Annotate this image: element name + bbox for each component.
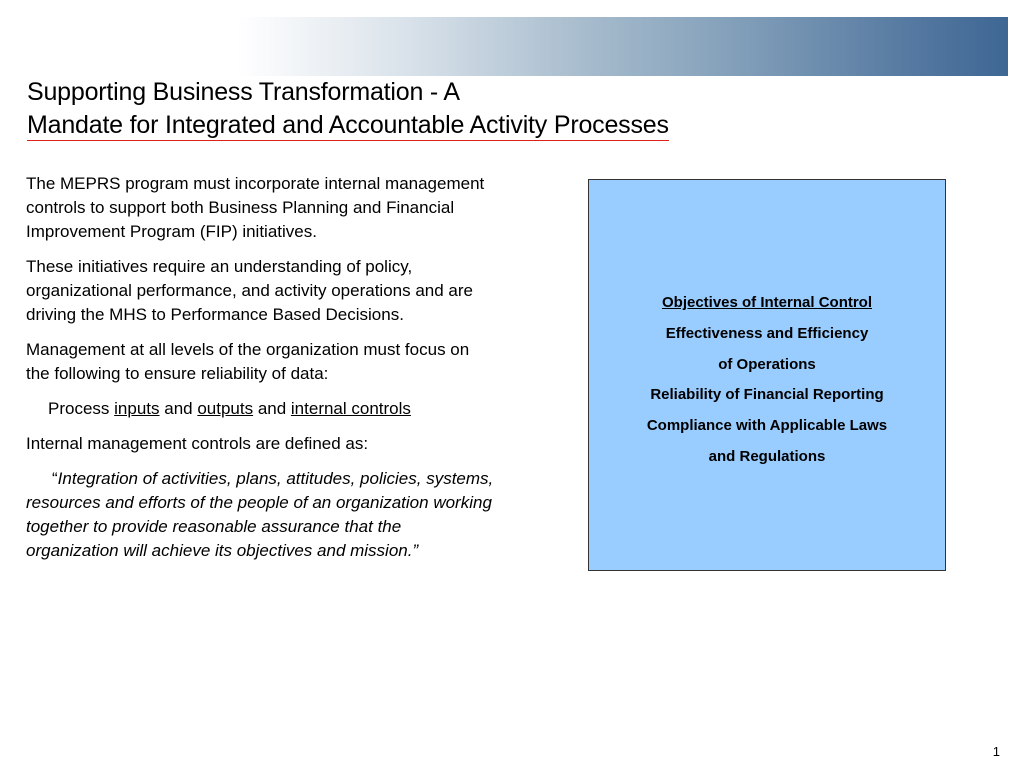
paragraph-management: Management at all levels of the organization must focus on the following to ensure reliability of data: <box>26 340 470 383</box>
page-number: 1 <box>992 744 1000 759</box>
quote-text: Integration of activities, plans, attitudes, policies, systems, resources and efforts of the people of an organization working together to provide reasonable assurance that the organization will achieve its objectives and mission.” <box>26 469 494 560</box>
paragraph-initiatives: These initiatives require an understanding of policy, organizational performance, and activity operations and are driving the MHS to Performance Based Decisions. <box>26 257 473 324</box>
and-text-2: and <box>253 399 291 418</box>
body-text <box>26 172 496 563</box>
and-text-1: and <box>159 399 198 418</box>
paragraph-meprs: The MEPRS program must incorporate internal management controls to support both Business Planning and Financial Improvement Program (FIP) initiatives. <box>26 174 485 241</box>
slide-title <box>27 76 669 142</box>
paragraph-process <box>26 397 496 421</box>
objective-line: Reliability of Financial Reporting <box>650 386 884 404</box>
definition-quote <box>26 467 496 563</box>
objective-line: Compliance with Applicable Laws <box>646 417 888 435</box>
paragraph-definition-intro: Internal management controls are defined as: <box>26 434 369 453</box>
header-gradient-bar <box>237 17 1008 76</box>
quote-open-mark: “ <box>52 469 58 488</box>
objective-line: Effectiveness and Efficiency <box>665 324 869 342</box>
objectives-box <box>588 179 946 571</box>
internal-controls-text: internal controls <box>290 399 411 418</box>
objectives-heading: Objectives of Internal Control <box>661 294 873 311</box>
title-line-1: Supporting Business Transformation - A <box>27 78 460 106</box>
objective-line: of Operations <box>718 355 816 373</box>
title-line-2: Mandate for Integrated and Accountable Activity Processes <box>27 111 669 139</box>
inputs-text: inputs <box>114 399 160 418</box>
objectives-content <box>589 288 945 473</box>
process-prefix: Process <box>48 399 115 418</box>
objective-line: and Regulations <box>708 447 826 465</box>
outputs-text: outputs <box>197 399 254 418</box>
